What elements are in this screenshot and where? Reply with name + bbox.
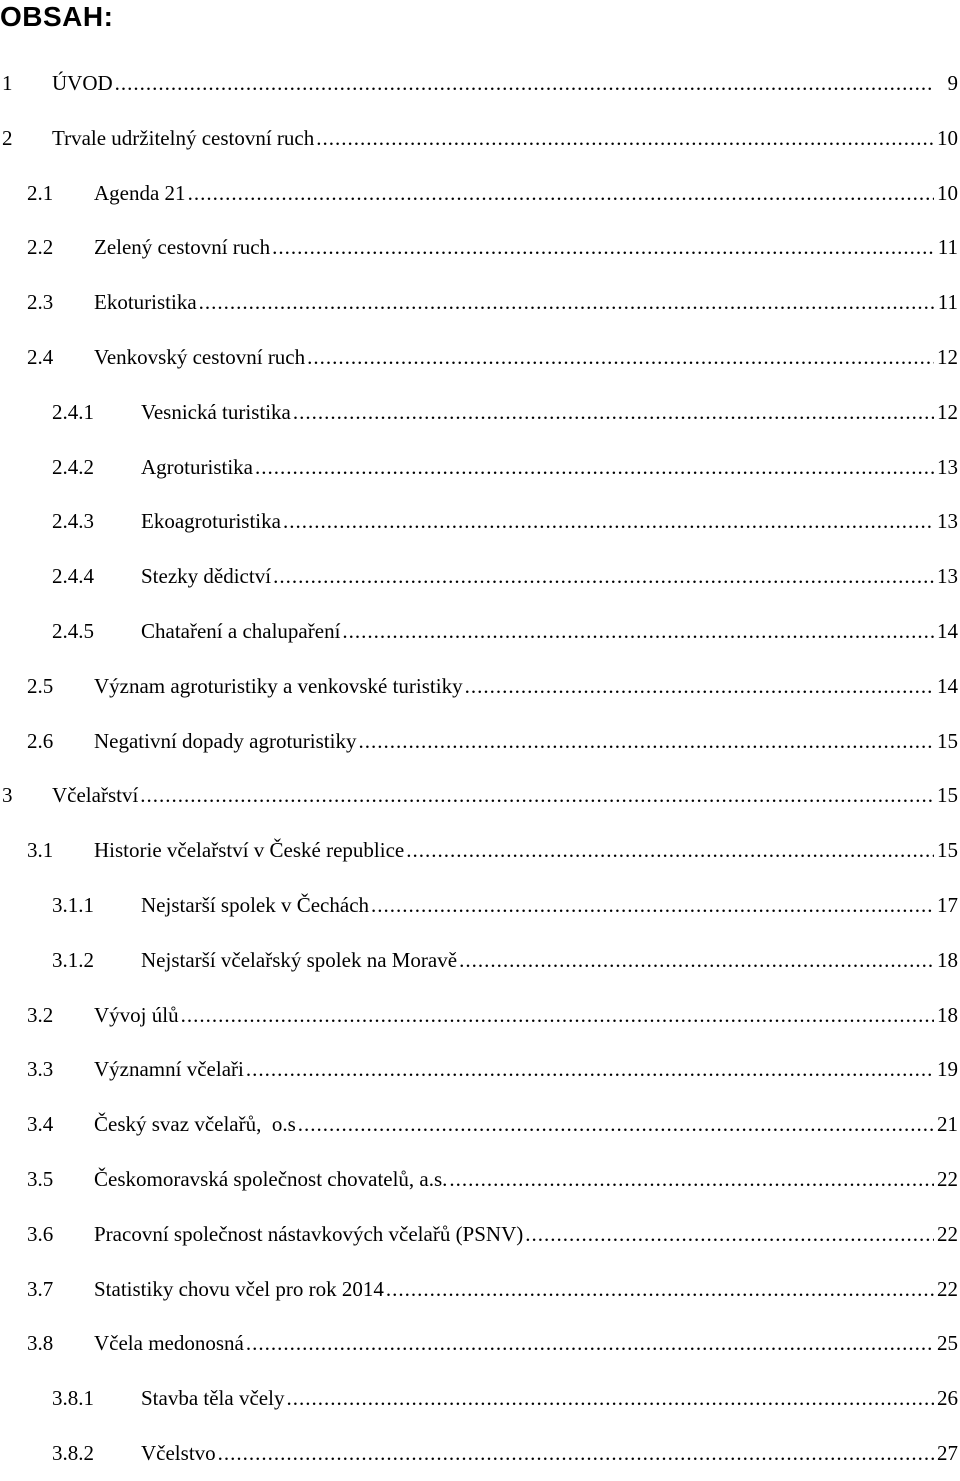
toc-entry-page: 27 (937, 1440, 958, 1465)
toc-dot-leader (270, 220, 934, 275)
toc-entry[interactable] (0, 111, 960, 166)
toc-entry-title: Agroturistika (141, 454, 253, 479)
toc-entry-number: 1 (2, 71, 13, 95)
toc-entry-title: Včela medonosná (94, 1331, 244, 1356)
toc-dot-leader (244, 1316, 934, 1371)
toc-entry-page: 9 (947, 71, 958, 95)
toc-dot-leader (197, 275, 934, 330)
toc-entry-title: Agenda 21 (94, 180, 186, 205)
toc-entry[interactable] (0, 275, 960, 330)
toc-dot-leader (284, 1371, 934, 1426)
toc-entry-page: 10 (937, 125, 958, 150)
toc-entry-number: 2.4.2 (52, 454, 94, 479)
toc-dot-leader (523, 1207, 934, 1262)
toc-entry[interactable] (0, 440, 960, 495)
toc-entry-title: Nejstarší spolek v Čechách (141, 892, 370, 917)
toc-entry-title: Význam agroturistiky a venkovské turistiky (94, 673, 463, 698)
toc-entry[interactable] (0, 768, 960, 823)
toc-dot-leader (186, 166, 934, 221)
toc-entry[interactable] (0, 220, 960, 275)
toc-entry-number: 2.4.4 (52, 564, 94, 589)
toc-entry[interactable] (0, 385, 960, 440)
toc-entry-number: 3.8 (27, 1331, 54, 1356)
toc-entry-number: 3.4 (27, 1112, 54, 1137)
toc-entry[interactable] (0, 1426, 960, 1481)
toc-entry-page: 13 (937, 564, 958, 589)
toc-entry[interactable] (0, 823, 960, 878)
toc-entry[interactable] (0, 1262, 960, 1317)
toc-entry-number: 3.2 (27, 1002, 54, 1027)
toc-dot-leader (296, 1097, 934, 1152)
toc-entry-page: 18 (937, 947, 958, 972)
toc-dot-leader (369, 878, 934, 933)
toc-entry-page: 26 (937, 1386, 958, 1411)
toc-entry-title: Vývoj úlů (94, 1002, 179, 1027)
toc-entry-title: ÚVOD (52, 71, 113, 95)
toc-entry[interactable] (0, 56, 960, 111)
toc-entry[interactable] (0, 1316, 960, 1371)
toc-dot-leader (281, 494, 934, 549)
toc-entry-page: 17 (937, 892, 958, 917)
toc-entry-page: 10 (937, 180, 958, 205)
toc-entry-page: 22 (937, 1276, 958, 1301)
toc-entry[interactable] (0, 549, 960, 604)
toc-entry-number: 3.6 (27, 1221, 54, 1246)
toc-entry-title: Včelařství (52, 783, 139, 808)
toc-entry-page: 22 (937, 1221, 958, 1246)
toc-entry-number: 2.4.3 (52, 509, 94, 534)
toc-entry-title: Trvale udržitelný cestovní ruch (52, 125, 315, 150)
toc-dot-leader (356, 714, 934, 769)
toc-dot-leader (138, 768, 934, 823)
toc-dot-leader (457, 933, 934, 988)
toc-entry[interactable] (0, 714, 960, 769)
toc-entry-page: 21 (937, 1112, 958, 1137)
toc-dot-leader (314, 111, 934, 166)
toc-entry-page: 13 (937, 509, 958, 534)
toc-entry[interactable] (0, 1097, 960, 1152)
toc-entry-number: 2.4.5 (52, 618, 94, 643)
toc-entry-title: Vesnická turistika (141, 399, 291, 424)
toc-entry-number: 2.4.1 (52, 399, 94, 424)
toc-entry-title: Chataření a chalupaření (141, 618, 341, 643)
toc-dot-leader (244, 1042, 934, 1097)
toc-entry-title: Venkovský cestovní ruch (94, 344, 306, 369)
toc-entry-number: 3 (2, 783, 13, 808)
toc-entry-number: 2.4 (27, 344, 54, 369)
toc-entry-number: 3.1.2 (52, 947, 94, 972)
toc-entry-title: Stavba těla včely (141, 1386, 285, 1411)
toc-entry-page: 25 (937, 1331, 958, 1356)
toc-entry[interactable] (0, 166, 960, 221)
toc-entry-page: 12 (937, 344, 958, 369)
toc-entry-number: 2.2 (27, 235, 54, 260)
toc-entry[interactable] (0, 878, 960, 933)
toc-entry-title: Historie včelařství v České republice (94, 838, 405, 863)
toc-entry-number: 2.6 (27, 728, 54, 753)
toc-entry-page: 15 (937, 783, 958, 808)
toc-dot-leader (291, 385, 934, 440)
toc-entry-number: 2.3 (27, 290, 54, 315)
toc-entry-number: 3.3 (27, 1057, 54, 1082)
toc-entry-page: 15 (937, 838, 958, 863)
toc-entry-page: 19 (937, 1057, 958, 1082)
toc-entry-title: Pracovní společnost nástavkových včelařů (PSNV) (94, 1221, 524, 1246)
toc-entry-title: Ekoturistika (94, 290, 197, 315)
toc-entry[interactable] (0, 494, 960, 549)
toc-entry[interactable] (0, 1207, 960, 1262)
toc-entry-title: Českomoravská společnost chovatelů, a.s. (94, 1166, 448, 1191)
toc-list (0, 56, 960, 1481)
toc-entry-number: 2.1 (27, 180, 54, 205)
toc-dot-leader (463, 659, 934, 714)
toc-dot-leader (216, 1426, 934, 1481)
toc-entry[interactable] (0, 330, 960, 385)
toc-entry-title: Český svaz včelařů, o.s (94, 1112, 296, 1137)
toc-entry-page: 12 (937, 399, 958, 424)
toc-entry[interactable] (0, 988, 960, 1043)
toc-entry-number: 3.7 (27, 1276, 54, 1301)
toc-entry-page: 11 (937, 290, 958, 315)
toc-entry-title: Zelený cestovní ruch (94, 235, 271, 260)
toc-dot-leader (113, 56, 934, 111)
toc-entry[interactable] (0, 933, 960, 988)
toc-entry-title: Významní včelaři (94, 1057, 244, 1082)
toc-entry-number: 3.1.1 (52, 892, 94, 917)
toc-heading: OBSAH: (0, 1, 114, 32)
toc-entry-title: Statistiky chovu včel pro rok 2014 (94, 1276, 384, 1301)
toc-entry-number: 2.5 (27, 673, 54, 698)
toc-entry-page: 22 (937, 1166, 958, 1191)
toc-dot-leader (404, 823, 934, 878)
toc-entry-number: 3.8.2 (52, 1440, 94, 1465)
toc-entry-title: Negativní dopady agroturistiky (94, 728, 357, 753)
toc-dot-leader (305, 330, 934, 385)
toc-entry-page: 13 (937, 454, 958, 479)
toc-entry-number: 3.1 (27, 838, 54, 863)
toc-entry[interactable] (0, 1152, 960, 1207)
toc-entry-page: 11 (937, 235, 958, 260)
toc-entry[interactable] (0, 659, 960, 714)
toc-entry-title: Nejstarší včelařský spolek na Moravě (141, 947, 458, 972)
toc-entry-number: 3.8.1 (52, 1386, 94, 1411)
toc-entry-page: 14 (937, 618, 958, 643)
toc-entry-title: Včelstvo (141, 1440, 216, 1465)
toc-entry-page: 18 (937, 1002, 958, 1027)
toc-dot-leader (271, 549, 934, 604)
toc-entry-page: 14 (937, 673, 958, 698)
toc-dot-leader (447, 1152, 934, 1207)
toc-entry-number: 2 (2, 125, 13, 150)
toc-entry-title: Ekoagroturistika (141, 509, 281, 534)
toc-dot-leader (384, 1262, 934, 1317)
toc-entry-number: 3.5 (27, 1166, 54, 1191)
toc-entry[interactable] (0, 1042, 960, 1097)
toc-entry-title: Stezky dědictví (141, 564, 272, 589)
toc-dot-leader (340, 604, 934, 659)
toc-entry[interactable] (0, 604, 960, 659)
toc-entry-page: 15 (937, 728, 958, 753)
toc-entry[interactable] (0, 1371, 960, 1426)
toc-dot-leader (253, 440, 934, 495)
toc-dot-leader (179, 988, 934, 1043)
